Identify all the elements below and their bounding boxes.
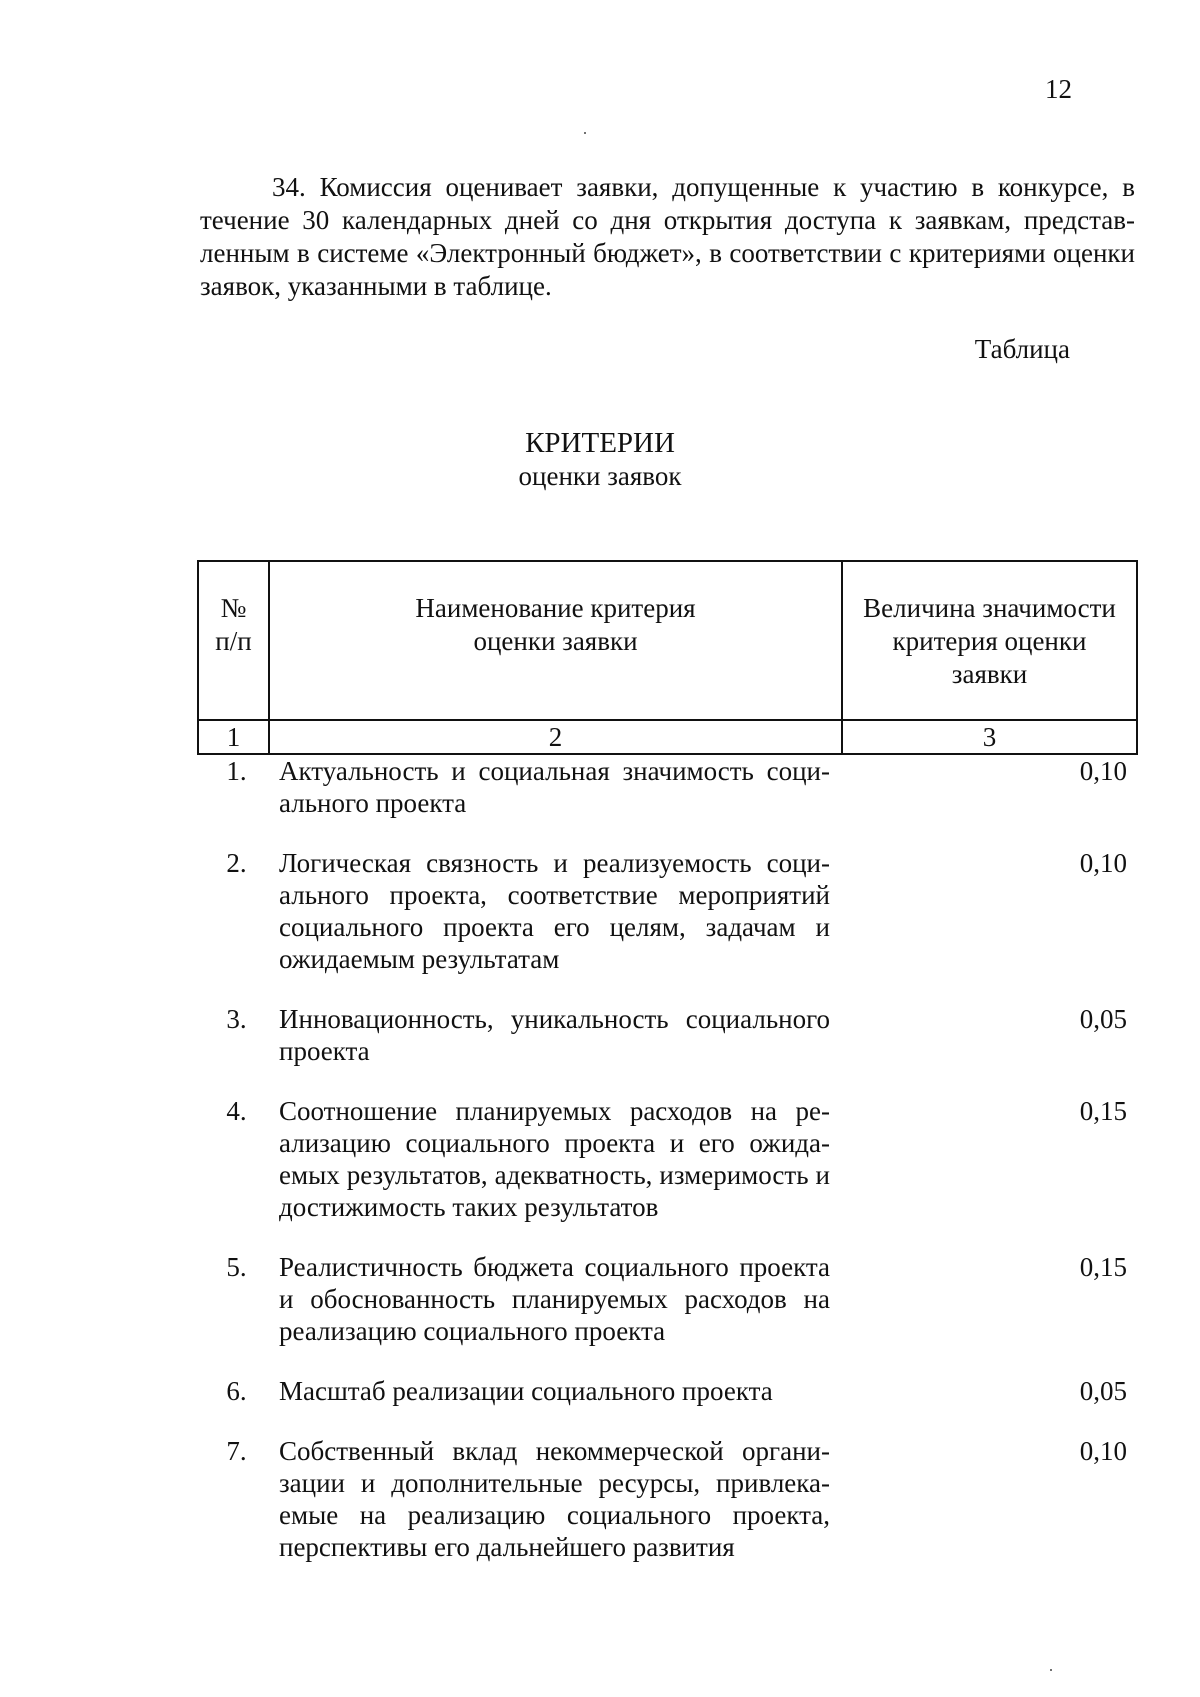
criterion-name: Реалистичность бюджета социального проекта и обоснованность планируемых расходов на реализацию социального проекта	[279, 1252, 830, 1346]
row-number: 1.	[226, 756, 247, 786]
criterion-name: Собственный вклад некоммерческой организации и дополнительные ресурсы, привлекаемые на реализацию социального проекта, перспективы его дальнейшего развития	[279, 1436, 830, 1562]
criterion-name: Логическая связность и реализуемость социального проекта, соответствие мероприятий социального проекта его целям, задачам и ожидаемым результатам	[279, 848, 830, 974]
criterion-weight: 0,05	[1079, 1004, 1127, 1034]
table-label: Таблица	[974, 334, 1070, 364]
scan-speck	[584, 132, 586, 134]
row-number: 6.	[226, 1376, 247, 1406]
criterion-name: Масштаб реализации социального проекта	[279, 1376, 773, 1406]
table-row	[198, 1003, 1137, 1095]
header-weight: Величина значимости критерия оценки заявки	[842, 561, 1137, 720]
table-title: КРИТЕРИИ	[525, 427, 675, 459]
table-row	[198, 1251, 1137, 1375]
table-row	[198, 847, 1137, 1003]
table-row	[198, 1095, 1137, 1251]
criterion-weight: 0,10	[1079, 1436, 1127, 1466]
header-number: № п/п	[198, 561, 269, 720]
criterion-name: Соотношение планируемых расходов на реализацию социального проекта и его ожидаемых результатов, адекватность, измеримость и достижимость таких результатов	[279, 1096, 830, 1222]
table-row	[198, 1375, 1137, 1435]
column-number: 1	[198, 720, 269, 754]
row-number: 5.	[226, 1252, 247, 1282]
criteria-table	[197, 560, 1138, 1563]
header-criterion-name: Наименование критерия оценки заявки	[269, 561, 842, 720]
row-number: 4.	[226, 1096, 247, 1126]
scan-speck	[1050, 1669, 1052, 1671]
criterion-weight: 0,10	[1079, 848, 1127, 878]
criterion-weight: 0,15	[1079, 1096, 1127, 1126]
column-number: 3	[842, 720, 1137, 754]
criterion-weight: 0,05	[1079, 1376, 1127, 1406]
row-number: 2.	[226, 848, 247, 878]
column-number-row	[198, 720, 1137, 754]
row-number: 7.	[226, 1436, 247, 1466]
criterion-name: Актуальность и социальная значимость социального проекта	[279, 756, 830, 818]
row-number: 3.	[226, 1004, 247, 1034]
criterion-name: Инновационность, уникальность социального проекта	[279, 1004, 830, 1066]
criterion-weight: 0,15	[1079, 1252, 1127, 1282]
paragraph-34: 34. Комиссия оценивает заявки, допущенные к участию в конкурсе, в течение 30 календарных дней со дня открытия доступа к заявкам, представленным в системе «Электронный бюджет», в соответствии с критериями оценки заявок, указанными в таблице.	[200, 172, 1135, 301]
page-number: 12	[1045, 74, 1072, 104]
table-row	[198, 1435, 1137, 1563]
table-subtitle: оценки заявок	[518, 461, 682, 491]
table-row	[198, 754, 1137, 847]
criterion-weight: 0,10	[1079, 756, 1127, 786]
column-number: 2	[269, 720, 842, 754]
table-header-row	[198, 561, 1137, 720]
